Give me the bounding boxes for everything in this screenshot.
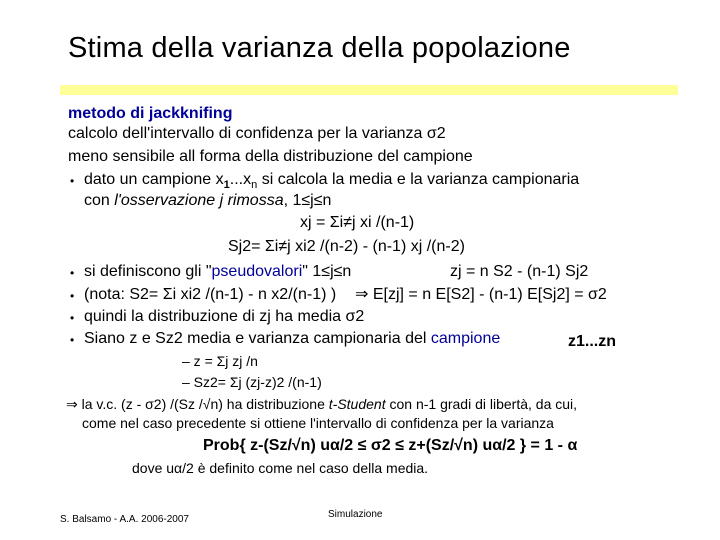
line-confidence: calcolo dell'intervallo di confidenza per la varianza σ2 <box>68 125 446 142</box>
line-distribution: quindi la distribuzione di zj ha media σ2 <box>84 308 365 325</box>
formula-probability: Prob{ z-(Sz/√n) uα/2 ≤ σ2 ≤ z+(Sz/√n) uα/2 } = 1 - α <box>203 437 578 454</box>
line-sample-z: Siano z e Sz2 media e varianza campionaria del campione <box>84 330 501 347</box>
formula-expectation: ⇒ E[zj] = n E[S2] - (n-1) E[Sj2] = σ2 <box>355 286 607 303</box>
line-quantile-note: dove uα/2 è definito come nel caso della media. <box>132 460 429 476</box>
slide-title: Stima della varianza della popolazione <box>68 32 571 64</box>
bullet-dot: • <box>70 289 75 303</box>
title-underline <box>60 85 678 95</box>
line-sensitivity: meno sensibile all forma della distribuzione del campione <box>68 148 473 165</box>
footer-title: Simulazione <box>328 509 383 520</box>
line-conclusion-2: come nel caso precedente si ottiene l'intervallo di confidenza per la varianza <box>82 415 554 431</box>
formula-z-mean: – z = Σj zj /n <box>182 353 258 369</box>
line-note: (nota: S2= Σi xi2 /(n-1) - n x2/(n-1) ) <box>84 286 337 303</box>
formula-var-j: Sj2= Σi≠j xi2 /(n-2) - (n-1) xj /(n-2) <box>228 238 465 255</box>
line-pseudovalues: si definiscono gli "pseudovalori" 1≤j≤n <box>84 263 352 280</box>
bullet-dot: • <box>70 333 75 347</box>
method-heading: metodo di jackknifing <box>68 105 233 122</box>
formula-mean-j: xj = Σi≠j xi /(n-1) <box>300 214 415 231</box>
formula-zj: zj = n S2 - (n-1) Sj2 <box>450 263 589 280</box>
bullet-dot: • <box>70 266 75 280</box>
sample-z-range: z1...zn <box>568 333 617 350</box>
formula-z-var: – Sz2= Σj (zj-z)2 /(n-1) <box>182 374 322 390</box>
line-removed: con l'osservazione j rimossa, 1≤j≤n <box>84 192 332 209</box>
bullet-dot: • <box>70 311 75 325</box>
line-conclusion: ⇒ la v.c. (z - σ2) /(Sz /√n) ha distribuzione t-Student con n-1 gradi di libertà, da cui, <box>66 396 578 412</box>
bullet-dot: • <box>70 174 75 188</box>
line-sample: dato un campione $x_1...x_n$ si calcola la media e la varianza campionaria <box>84 171 580 192</box>
footer-author: S. Balsamo - A.A. 2006-2007 <box>60 514 189 525</box>
